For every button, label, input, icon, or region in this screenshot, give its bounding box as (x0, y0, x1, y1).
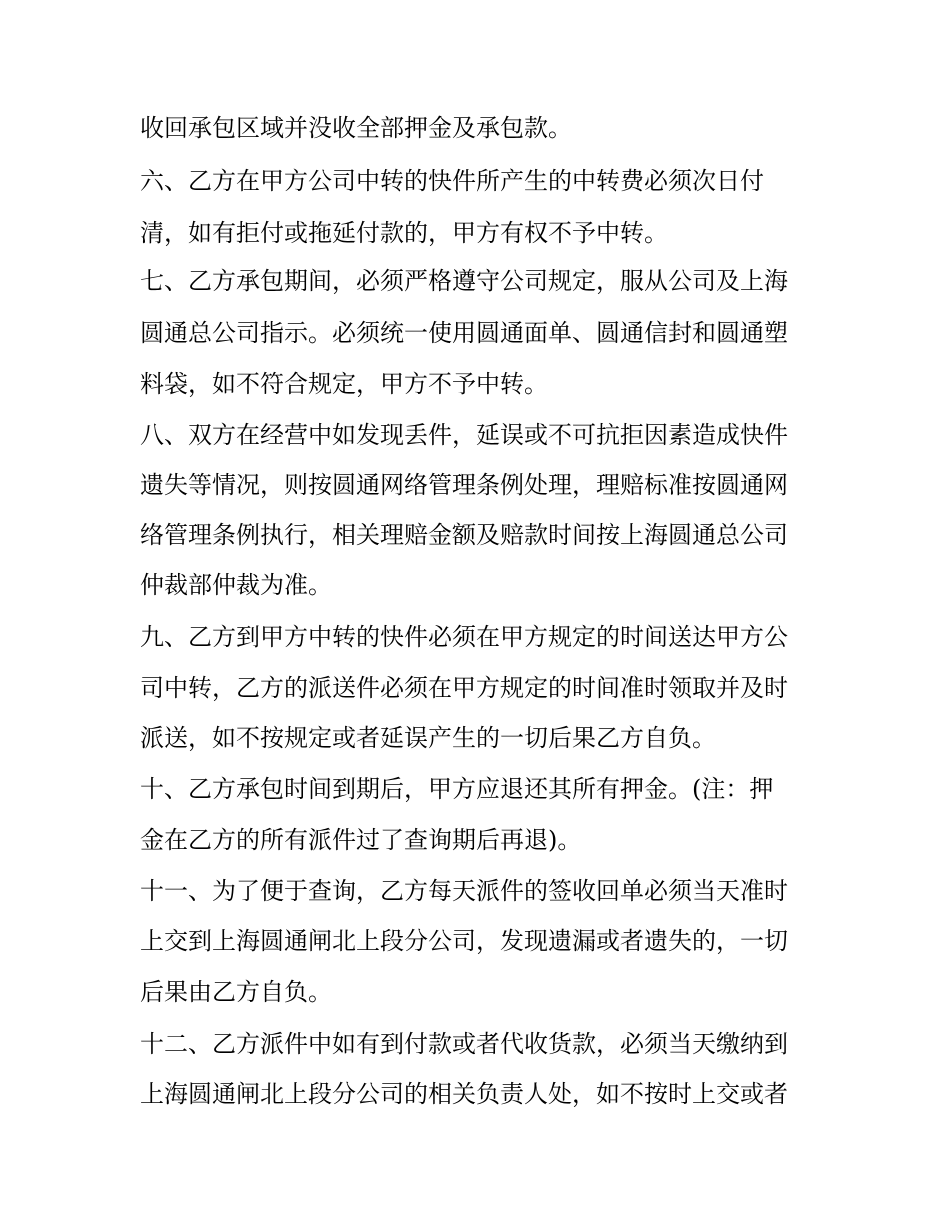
text-line: 十二、乙方派件中如有到付款或者代收货款，必须当天缴纳到 (140, 1030, 788, 1058)
text-line: 上海圆通闸北上段分公司的相关负责人处，如不按时上交或者 (140, 1080, 788, 1108)
text-line: 清，如有拒付或拖延付款的，甲方有权不予中转。 (140, 219, 668, 247)
text-line: 七、乙方承包期间，必须严格遵守公司规定，服从公司及上海 (140, 267, 788, 295)
text-line: 十一、为了便于查询，乙方每天派件的签收回单必须当天准时 (140, 877, 788, 905)
text-line: 派送，如不按规定或者延误产生的一切后果乙方自负。 (140, 724, 716, 752)
text-line: 络管理条例执行，相关理赔金额及赔款时间按上海圆通总公司 (140, 521, 788, 549)
text-line: 上交到上海圆通闸北上段分公司，发现遗漏或者遗失的，一切 (140, 927, 788, 955)
text-line: 十、乙方承包时间到期后，甲方应退还其所有押金。(注：押 (140, 775, 774, 803)
text-line: 后果由乙方自负。 (140, 978, 332, 1006)
text-line: 司中转，乙方的派送件必须在甲方规定的时间准时领取并及时 (140, 674, 788, 702)
text-line: 料袋，如不符合规定，甲方不予中转。 (140, 370, 548, 398)
text-line: 仲裁部仲裁为准。 (140, 571, 332, 599)
text-line: 八、双方在经营中如发现丢件，延误或不可抗拒因素造成快件 (140, 421, 788, 449)
text-line: 圆通总公司指示。必须统一使用圆通面单、圆通信封和圆通塑 (140, 319, 788, 347)
text-line: 九、乙方到甲方中转的快件必须在甲方规定的时间送达甲方公 (140, 623, 788, 651)
text-line: 遗失等情况，则按圆通网络管理条例处理，理赔标准按圆通网 (140, 471, 788, 499)
text-line: 金在乙方的所有派件过了查询期后再退)。 (140, 826, 582, 854)
text-line: 六、乙方在甲方公司中转的快件所产生的中转费必须次日付 (140, 167, 764, 195)
text-line: 收回承包区域并没收全部押金及承包款。 (140, 114, 572, 142)
